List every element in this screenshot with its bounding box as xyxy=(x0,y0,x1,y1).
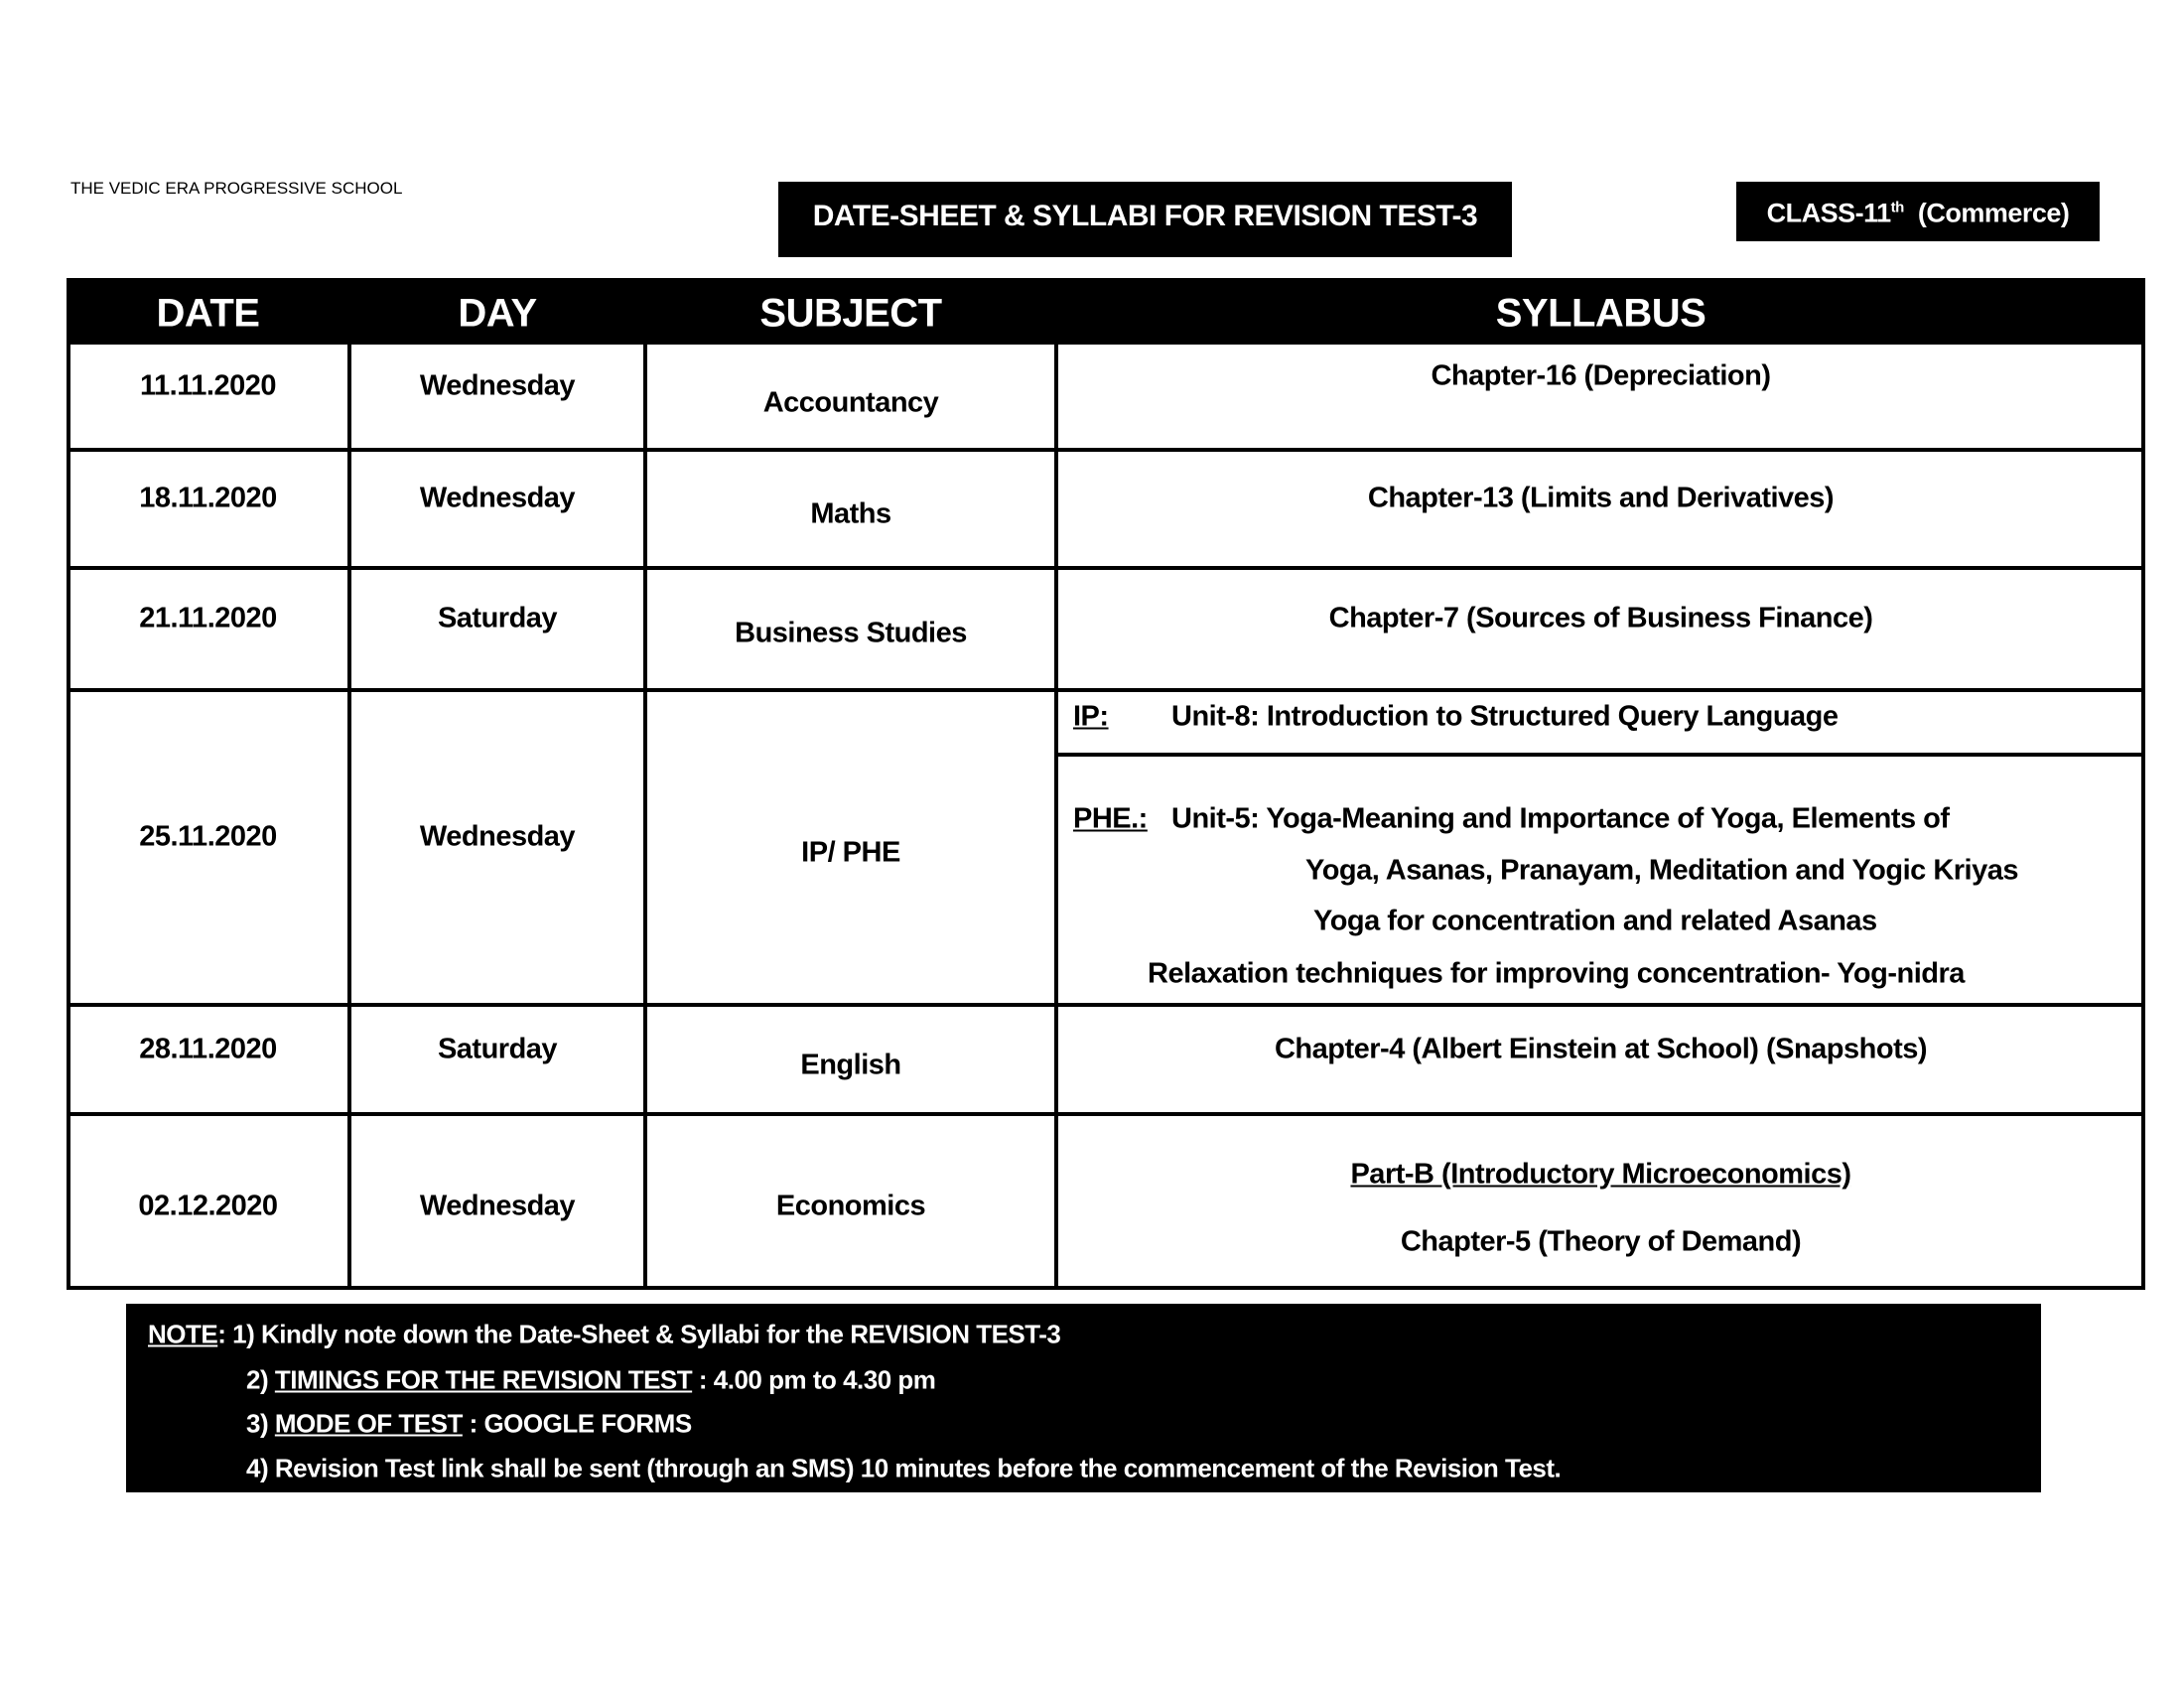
note-line-3 xyxy=(246,1409,692,1440)
day-cell: Wednesday xyxy=(419,482,576,514)
note-line-4: 4) Revision Test link shall be sent (through an SMS) 10 minutes before the commencement of the Revision Test. xyxy=(246,1453,1562,1483)
column-divider xyxy=(643,278,647,1290)
note-text: : 1) Kindly note down the Date-Sheet & Syllabi for the REVISION TEST-3 xyxy=(217,1319,1061,1349)
day-cell: Saturday xyxy=(437,602,558,634)
date-cell: 25.11.2020 xyxy=(139,820,277,853)
day-cell: Saturday xyxy=(437,1033,558,1065)
subject-cell: Accountancy xyxy=(762,386,939,419)
ip-syllabus: Unit-8: Introduction to Structured Query Language xyxy=(1171,700,1839,733)
day-cell: Wednesday xyxy=(419,369,576,402)
syllabus-cell: Chapter-4 (Albert Einstein at School) (Snapshots) xyxy=(1274,1033,1928,1065)
date-cell: 11.11.2020 xyxy=(140,369,276,402)
syllabus-cell: Chapter-16 (Depreciation) xyxy=(1431,359,1771,392)
row-divider xyxy=(67,448,2145,452)
column-divider xyxy=(1054,278,1058,1290)
note-line-2 xyxy=(246,1365,935,1396)
column-header-syllabus: SYLLABUS xyxy=(1495,291,1706,336)
syllabus-cell: Chapter-5 (Theory of Demand) xyxy=(1400,1225,1802,1258)
syllabus-heading: Part-B (Introductory Microeconomics) xyxy=(1350,1158,1851,1191)
subject-cell: English xyxy=(800,1049,901,1081)
subject-cell: Economics xyxy=(775,1190,926,1222)
note-number: 2) xyxy=(246,1364,275,1395)
phe-syllabus-line: Yoga, Asanas, Pranayam, Meditation and Yogic Kriyas xyxy=(1305,854,2018,887)
date-cell: 28.11.2020 xyxy=(139,1033,277,1065)
phe-syllabus-line: Yoga for concentration and related Asanas xyxy=(1313,905,1877,937)
date-cell: 02.12.2020 xyxy=(138,1190,278,1222)
syllabus-cell: Chapter-7 (Sources of Business Finance) xyxy=(1328,602,1873,634)
row-divider xyxy=(1054,753,2145,757)
phe-label: PHE.: xyxy=(1073,802,1148,835)
class-stream: (Commerce) xyxy=(1917,198,2070,228)
note-number: 3) xyxy=(246,1408,275,1439)
note-value: : GOOGLE FORMS xyxy=(462,1408,692,1439)
title-box xyxy=(778,182,1512,257)
column-header-date: DATE xyxy=(156,291,260,336)
page-title: DATE-SHEET & SYLLABI FOR REVISION TEST-3 xyxy=(812,200,1478,232)
school-name: THE VEDIC ERA PROGRESSIVE SCHOOL xyxy=(70,179,403,198)
schedule-table xyxy=(67,278,2145,1290)
date-cell: 18.11.2020 xyxy=(139,482,277,514)
row-divider xyxy=(67,688,2145,692)
day-cell: Wednesday xyxy=(419,1190,576,1222)
note-line-1 xyxy=(148,1320,1060,1350)
class-label xyxy=(1736,199,2100,229)
class-box xyxy=(1736,182,2100,241)
day-cell: Wednesday xyxy=(419,820,576,853)
note-key: TIMINGS FOR THE REVISION TEST xyxy=(274,1364,693,1395)
ip-label: IP: xyxy=(1073,700,1109,733)
subject-cell: Business Studies xyxy=(735,617,967,649)
row-divider xyxy=(67,566,2145,570)
phe-syllabus-line: Relaxation techniques for improving concentration- Yog-nidra xyxy=(1148,957,1965,990)
subject-cell: IP/ PHE xyxy=(801,836,900,869)
row-divider xyxy=(67,1112,2145,1116)
row-divider xyxy=(67,1003,2145,1007)
column-header-subject: SUBJECT xyxy=(759,291,942,336)
syllabus-cell: Chapter-13 (Limits and Derivatives) xyxy=(1367,482,1835,514)
phe-syllabus-line: Unit-5: Yoga-Meaning and Importance of Yoga, Elements of xyxy=(1171,802,1950,835)
note-key: MODE OF TEST xyxy=(274,1408,463,1439)
column-divider xyxy=(347,278,351,1290)
column-header-day: DAY xyxy=(458,291,537,336)
note-label: NOTE xyxy=(148,1319,218,1349)
date-cell: 21.11.2020 xyxy=(139,602,277,634)
note-value: : 4.00 pm to 4.30 pm xyxy=(692,1364,936,1395)
subject-cell: Maths xyxy=(810,497,891,530)
class-superscript: th xyxy=(1890,199,1904,216)
class-number: CLASS-11 xyxy=(1766,198,1891,228)
